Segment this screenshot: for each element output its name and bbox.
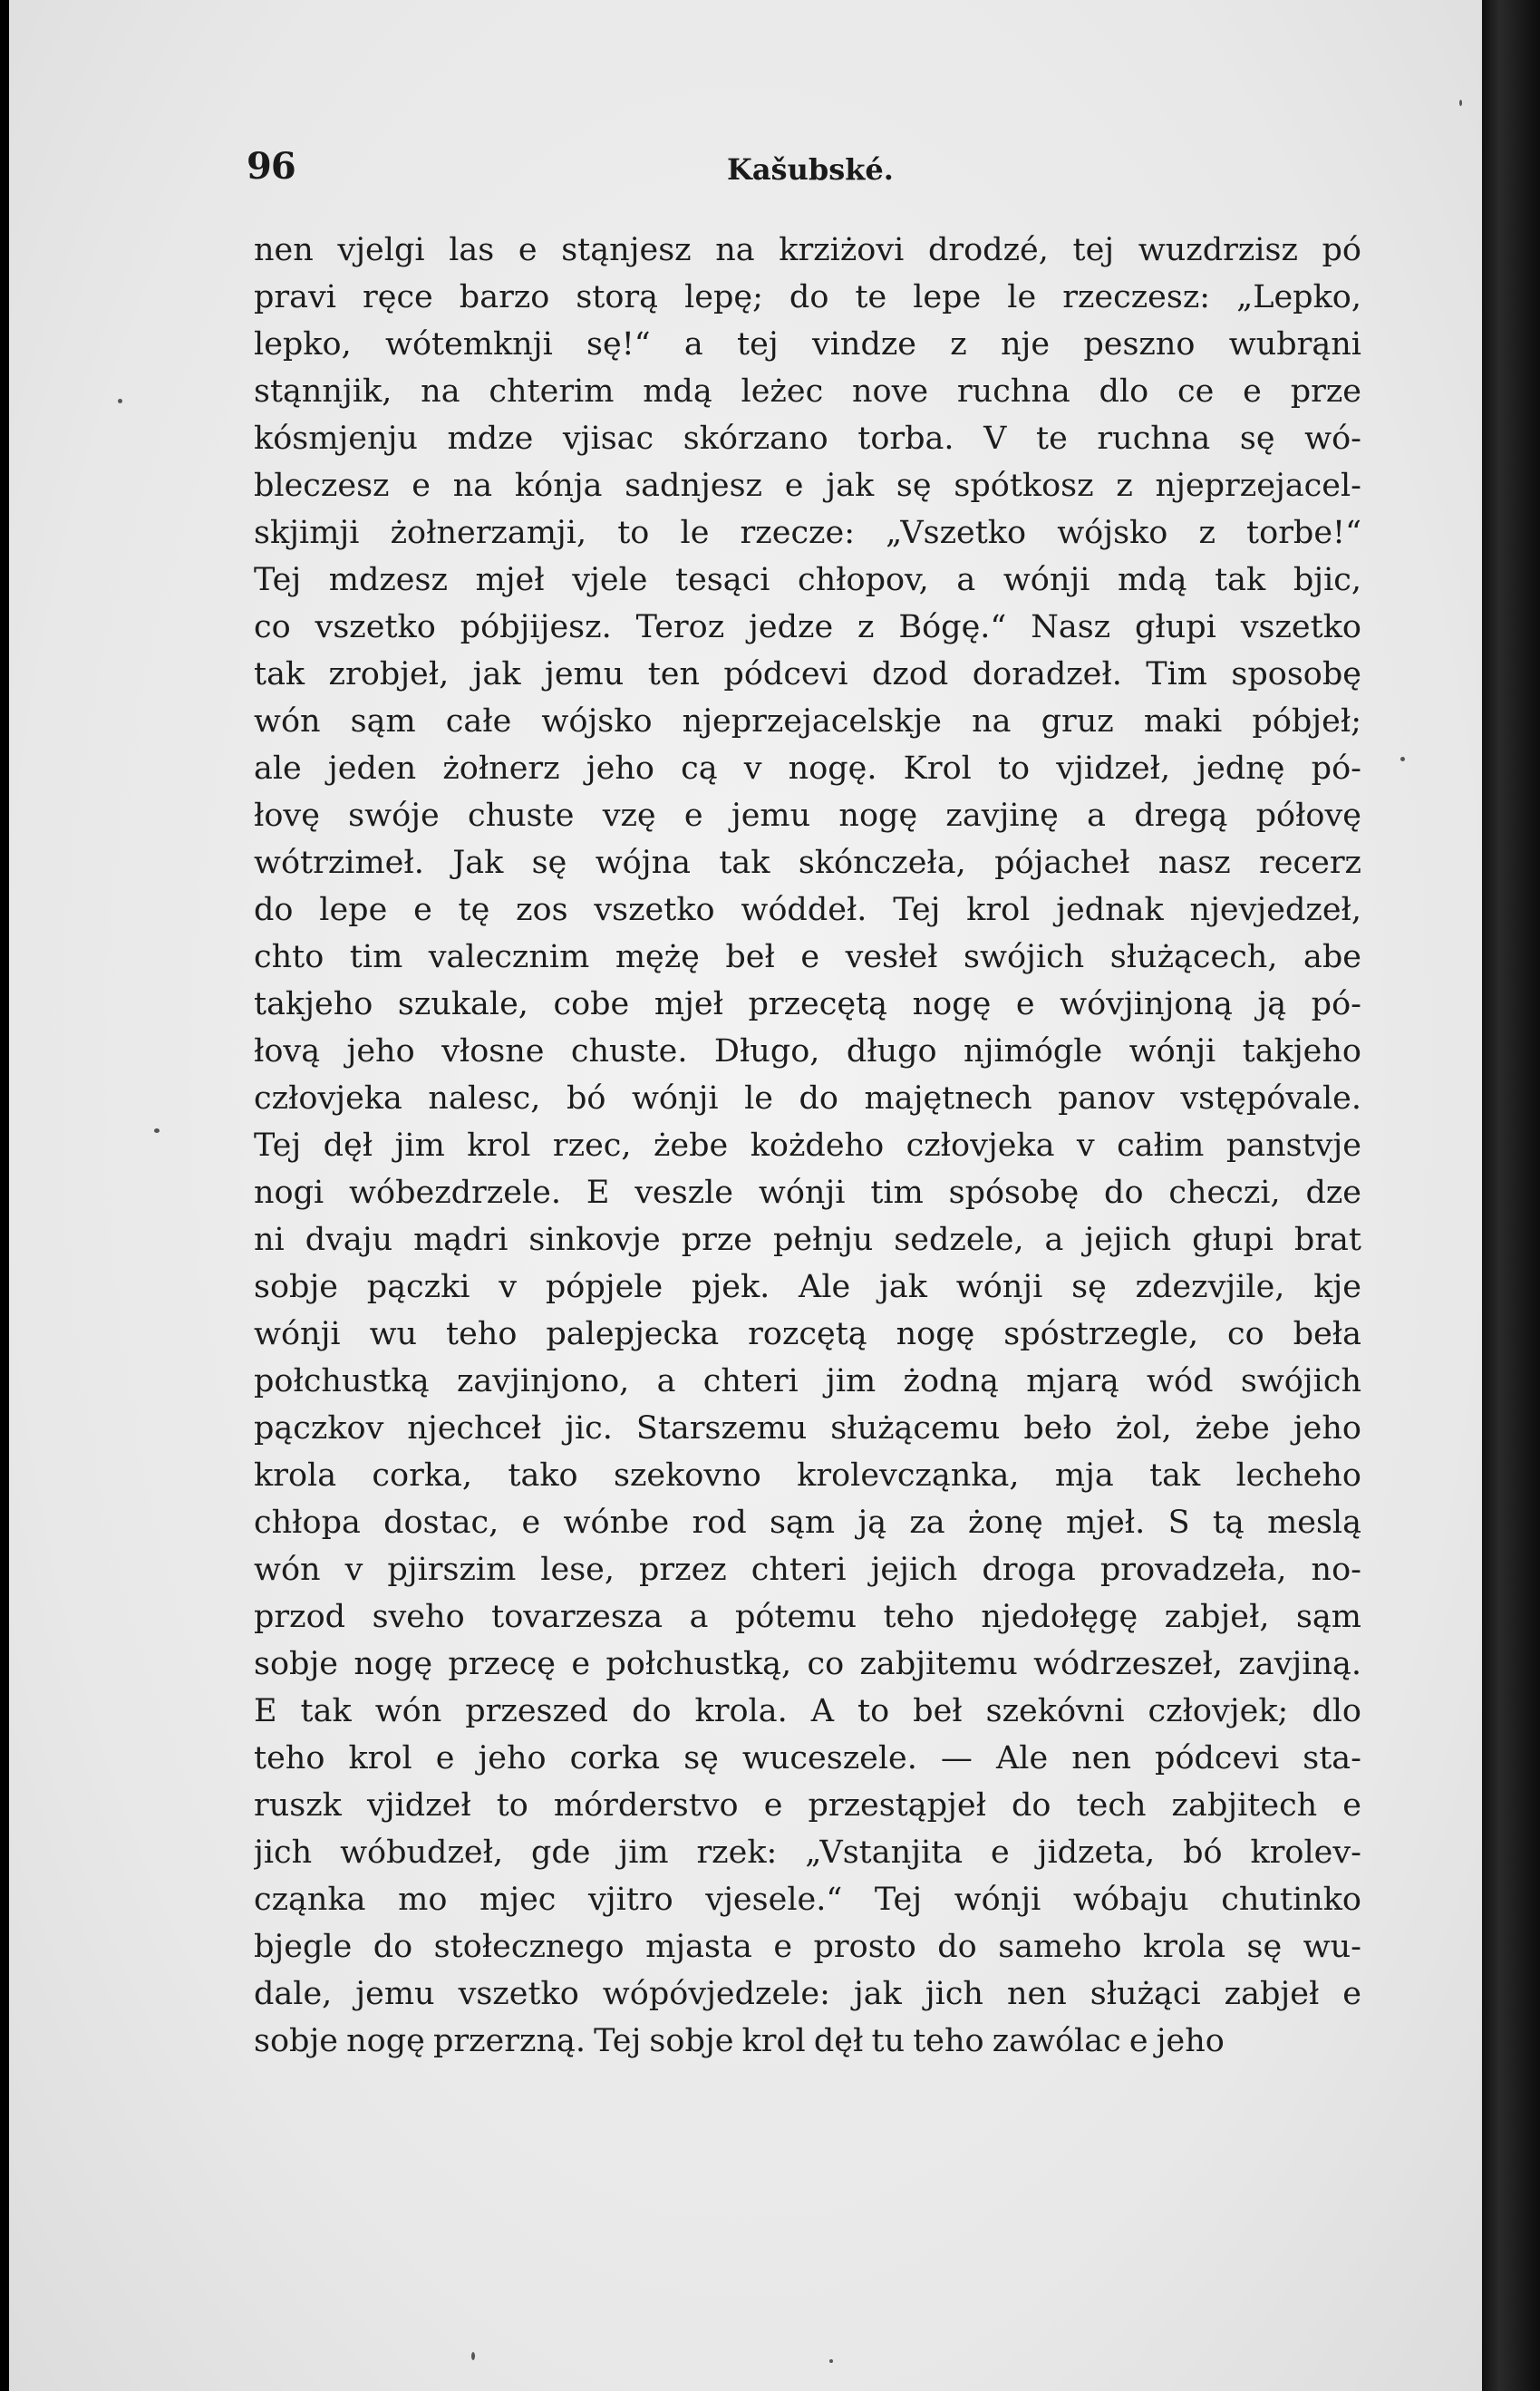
text-line: jich wóbudzeł, gde jim rzek: „Vstanjita e jidzeta, bó krolev- (254, 1834, 1361, 1871)
paper-speck (1459, 100, 1462, 106)
text-line: bjegle do stołecznego mjasta e prosto do sameho krola sę wu- (254, 1929, 1361, 1965)
text-line: pravi ręce barzo storą lepę; do te lepe le rzeczesz: „Lepko, (254, 279, 1361, 315)
text-line: człovjeka nalesc, bó wónji le do majętnech panov vstępóvale. (254, 1080, 1361, 1117)
text-line: nogi wóbezdrzele. E veszle wónji tim spósobę do checzi, dze (254, 1175, 1361, 1211)
page-header (247, 145, 1361, 199)
text-line: połchustką zavjinjono, a chteri jim żodną mjarą wód swójich (254, 1363, 1361, 1399)
text-line: pączkov njechceł jic. Starszemu służącemu beło żol, żebe jeho (254, 1410, 1361, 1447)
text-line: dale, jemu vszetko wópóvjedzele: jak jich nen służąci zabjeł e (254, 1976, 1361, 2012)
text-line: łovą jeho vłosne chuste. Długo, długo njimógle wónji takjeho (254, 1033, 1361, 1070)
text-line: sobje nogę przerzną. Tej sobje krol dęł tu teho zawólac e jeho (254, 2023, 1225, 2059)
text-line: ni dvaju mądri sinkovje prze pełnju sedzele, a jejich głupi brat (254, 1222, 1361, 1258)
text-line: lepko, wótemknji sę!“ a tej vindze z nje peszno wubrąni (254, 326, 1361, 363)
text-line: sobje pączki v pópjele pjek. Ale jak wónji sę zdezvjile, kje (254, 1269, 1361, 1305)
text-line: Tej dęł jim krol rzec, żebe kożdeho człovjeka v całim panstvje (254, 1128, 1361, 1164)
text-line: sobje nogę przecę e połchustką, co zabjitemu wódrzeszeł, zavjiną. (254, 1646, 1361, 1682)
text-line: ale jeden żołnerz jeho cą v nogę. Krol to vjidzeł, jednę pó- (254, 750, 1361, 787)
page-number: 96 (247, 145, 295, 188)
text-line: nen vjelgi las e stąnjesz na krziżovi drodzé, tej wuzdrzisz pó (254, 232, 1361, 268)
paper-speck (118, 399, 122, 403)
text-line: bleczesz e na kónja sadnjesz e jak sę spótkosz z njeprzejacel- (254, 468, 1361, 504)
running-title: Kašubské. (727, 152, 894, 187)
text-line: wótrzimeł. Jak sę wójna tak skónczeła, pójacheł nasz recerz (254, 845, 1361, 881)
body-text (254, 227, 1361, 2065)
paper-speck (471, 2352, 475, 2360)
text-line: skjimji żołnerzamji, to le rzecze: „Vszetko wójsko z torbe!“ (254, 515, 1361, 551)
text-line: takjeho szukale, cobe mjeł przecętą nogę e wóvjinjoną ją pó- (254, 986, 1361, 1022)
text-line: wón sąm całe wójsko njeprzejacelskje na gruz maki póbjeł; (254, 703, 1361, 740)
paper-speck (154, 1128, 160, 1133)
text-line: do lepe e tę zos vszetko wóddeł. Tej krol jednak njevjedzeł, (254, 892, 1361, 928)
text-line: łovę swóje chuste vzę e jemu nogę zavjinę a dregą półovę (254, 798, 1361, 834)
text-line: wónji wu teho palepjecka rozcętą nogę spóstrzegle, co beła (254, 1316, 1361, 1352)
text-line: chłopa dostac, e wónbe rod sąm ją za żonę mjeł. S tą meslą (254, 1505, 1361, 1541)
text-line: teho krol e jeho corka sę wuceszele. — Ale nen pódcevi sta- (254, 1740, 1361, 1776)
text-line: cząnka mo mjec vjitro vjesele.“ Tej wónji wóbaju chutinko (254, 1882, 1361, 1918)
text-line: chto tim valecznim mężę beł e vesłeł swójich służącech, abe (254, 939, 1361, 975)
text-line: krola corka, tako szekovno krolevcząnka, mja tak lecheho (254, 1457, 1361, 1494)
text-line: co vszetko póbjijesz. Teroz jedze z Bógę.“ Nasz głupi vszetko (254, 609, 1361, 645)
text-line: tak zrobjeł, jak jemu ten pódcevi dzod doradzeł. Tim sposobę (254, 656, 1361, 692)
text-line: przod sveho tovarzesza a pótemu teho njedołęgę zabjeł, sąm (254, 1599, 1361, 1635)
paper-speck (829, 2359, 833, 2363)
text-line: stąnnjik, na chterim mdą leżec nove ruchna dlo ce e prze (254, 373, 1361, 410)
paper-speck (1400, 757, 1405, 761)
text-line: kósmjenju mdze vjisac skórzano torba. V te ruchna sę wó- (254, 421, 1361, 457)
text-line: wón v pjirszim lese, przez chteri jejich droga provadzeła, no- (254, 1552, 1361, 1588)
page-shadow-edge (1482, 0, 1540, 2391)
text-line: ruszk vjidzeł to mórderstvo e przestąpjeł do tech zabjitech e (254, 1787, 1361, 1824)
text-line: Tej mdzesz mjeł vjele tesąci chłopov, a wónji mdą tak bjic, (254, 562, 1361, 598)
text-line: E tak wón przeszed do krola. A to beł szekóvni człovjek; dlo (254, 1693, 1361, 1729)
